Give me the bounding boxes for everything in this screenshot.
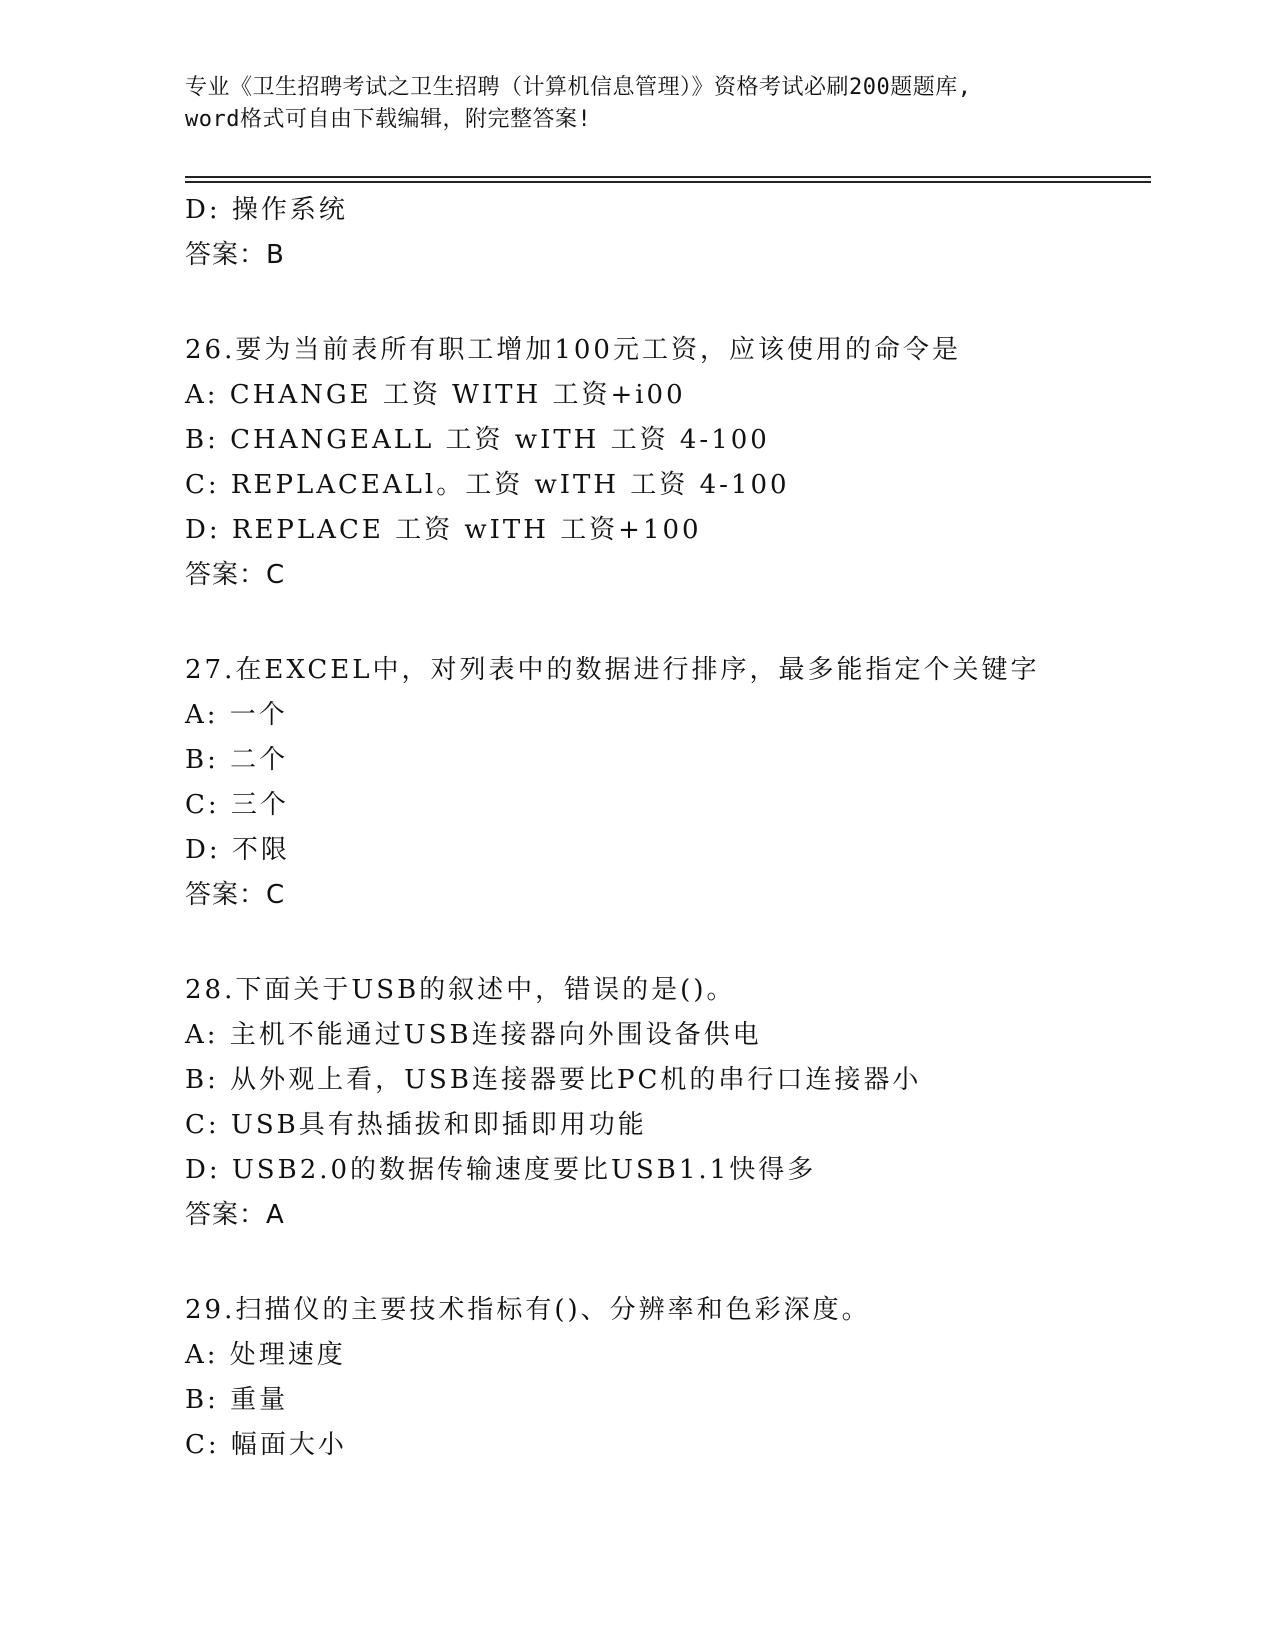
question-27 [185, 648, 1185, 918]
answer-line: 答案：B [185, 240, 285, 270]
spacer [185, 918, 1185, 968]
question-stem: 28.下面关于USB的叙述中，错误的是()。 [185, 975, 736, 1005]
question-stem: 29.扫描仪的主要技术指标有()、分辨率和色彩深度。 [185, 1295, 871, 1325]
question-29 [185, 1288, 1185, 1468]
header-title-line-2: word格式可自由下载编辑，附完整答案! [185, 107, 592, 132]
option-d: D: REPLACE 工资 wITH 工资+100 [185, 515, 702, 545]
question-28 [185, 968, 1185, 1238]
option-b: B: 从外观上看，USB连接器要比PC机的串行口连接器小 [185, 1065, 922, 1095]
option-d: D: USB2.0的数据传输速度要比USB1.1快得多 [185, 1155, 817, 1185]
option-d: D: 操作系统 [185, 195, 348, 225]
spacer [185, 598, 1185, 648]
option-b: B: CHANGEALL 工资 wITH 工资 4-100 [185, 425, 770, 455]
header-divider-top [185, 176, 1151, 178]
spacer [185, 1238, 1185, 1288]
answer-line: 答案：C [185, 880, 286, 910]
question-26 [185, 328, 1185, 598]
question-stem: 27.在EXCEL中，对列表中的数据进行排序，最多能指定个关键字 [185, 655, 1040, 685]
answer-line: 答案：C [185, 560, 286, 590]
header-title-line-1: 专业《卫生招聘考试之卫生招聘（计算机信息管理）》资格考试必刷200题题库, [185, 75, 972, 100]
option-c: C: 幅面大小 [185, 1430, 347, 1460]
option-c: C: USB具有热插拔和即插即用功能 [185, 1110, 647, 1140]
option-a: A: 一个 [185, 700, 288, 730]
option-a: A: 处理速度 [185, 1340, 346, 1370]
question-content [185, 188, 1185, 1468]
spacer [185, 278, 1185, 328]
answer-line: 答案：A [185, 1200, 285, 1230]
option-d: D: 不限 [185, 835, 290, 865]
option-a: A: 主机不能通过USB连接器向外围设备供电 [185, 1020, 762, 1050]
option-c: C: 三个 [185, 790, 289, 820]
header-divider-bottom [185, 181, 1151, 183]
option-c: C: REPLACEALl。工资 wITH 工资 4-100 [185, 470, 790, 500]
option-b: B: 二个 [185, 745, 289, 775]
document-header [185, 72, 1085, 136]
question-stem: 26.要为当前表所有职工增加100元工资，应该使用的命令是 [185, 335, 961, 365]
option-b: B: 重量 [185, 1385, 289, 1415]
option-a: A: CHANGE 工资 WITH 工资+i00 [185, 380, 686, 410]
